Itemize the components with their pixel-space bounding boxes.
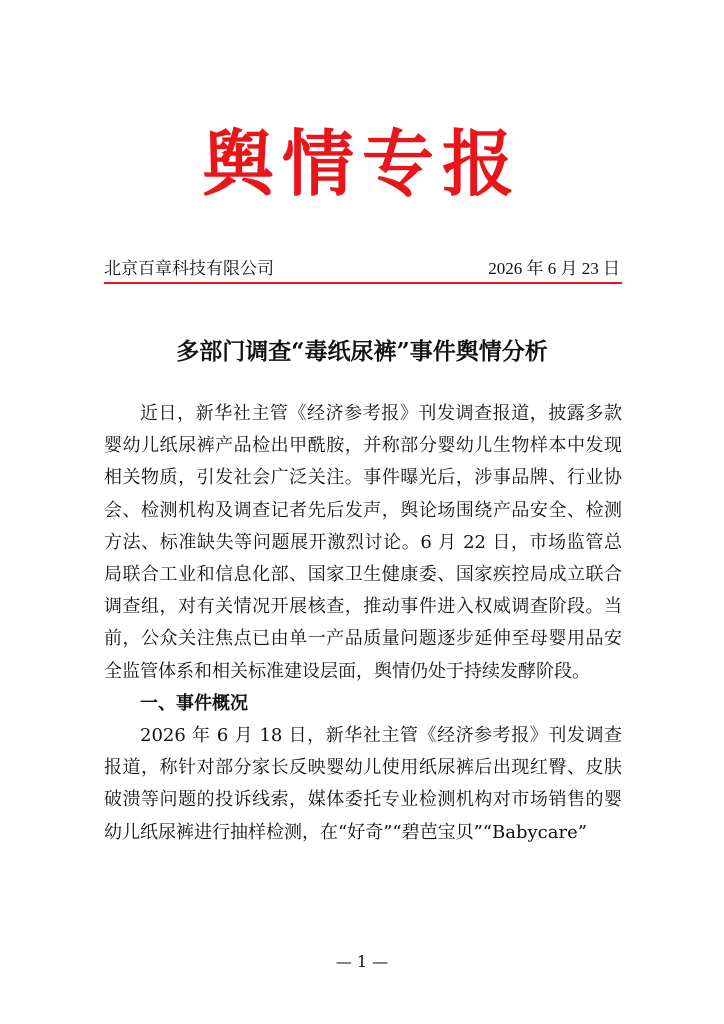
header-date: 2026 年 6 月 23 日 — [488, 259, 620, 278]
page-number: — 1 — — [335, 952, 389, 971]
paragraph-overview: 2026 年 6 月 18 日，新华社主管《经济参考报》刊发调查报道，称针对部分家长反映婴幼儿使用纸尿裤后出现红臀、皮肤破溃等问题的投诉线索，媒体委托专业检测机构对市场销售的婴幼儿纸尿裤进行抽样检测，在“好奇”“碧芭宝贝”“Babycare” — [104, 725, 622, 843]
header-organization: 北京百章科技有限公司 — [104, 259, 274, 279]
header-divider — [104, 282, 622, 284]
document-body — [104, 398, 622, 849]
section-heading: 一、事件概况 — [140, 692, 248, 714]
document-title: 多部门调查“毒纸尿裤”事件舆情分析 — [176, 338, 548, 365]
paragraph-intro: 近日，新华社主管《经济参考报》刊发调查报道，披露多款婴幼儿纸尿裤产品检出甲酰胺，并称部分婴幼儿生物样本中发现相关物质，引发社会广泛关注。事件曝光后，涉事品牌、行业协会、检测机构及调查记者先后发声，舆论场围绕产品安全、检测方法、标准缺失等问题展开激烈讨论。6 月 22 日，市场监管总局联合工业和信息化部、国家卫生健康委、国家疾控局成立联合调查组，对有关情况开展核查，推动事件进入权威调查阶段。当前，公众关注焦点已由单一产品质量问题逐步延伸至母婴用品安全监管体系和相关标准建设层面，舆情仍处于持续发酵阶段。 — [104, 403, 622, 682]
masthead-title: 舆情专报 — [201, 121, 522, 206]
